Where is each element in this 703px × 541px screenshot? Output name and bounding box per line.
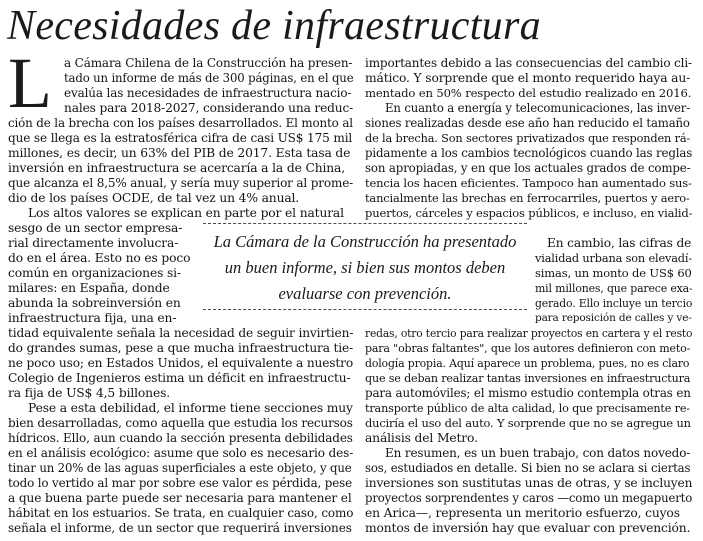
- text-line: siones realizadas desde ese año han reducido el tamaño: [365, 116, 690, 130]
- text-line: dología propia. Aquí aparece un problema, pues, no es claro: [365, 357, 690, 370]
- text-line: hábitat en los estuarios. Se trata, en cualquier caso, como: [8, 506, 353, 520]
- text-line: Los altos valores se explican en parte por el natural: [28, 206, 344, 220]
- text-line: son apropiadas, y en que los actuales grados de compe-: [365, 161, 691, 175]
- text-line: ra fija de US$ 4,5 billones.: [8, 386, 170, 400]
- article-title: Necesidades de infraestructura: [7, 3, 541, 49]
- text-line: tinar un 20% de las aguas superficiales a este objeto, y que: [8, 461, 352, 475]
- text-line: mil millones, que parece exa-: [535, 282, 692, 295]
- drop-cap: L: [8, 43, 52, 123]
- pull-quote: [203, 223, 527, 310]
- text-line: hídricos. Ello, aun cuando la sección presenta debilidades: [8, 431, 353, 445]
- text-line: evalúa las necesidades de infraestructura nacio-: [64, 86, 352, 100]
- text-line: para "obras faltantes", que los autores definieron con meto-: [365, 342, 691, 355]
- pull-quote-line: evaluarse con prevención.: [278, 284, 452, 303]
- text-line: bien desarrolladas, como aquella que estudia los recursos: [8, 416, 353, 430]
- text-line: sesgo de un sector empresa-: [8, 221, 183, 235]
- text-line: sos, estudiados en detalle. Si bien no se aclara si ciertas: [365, 461, 691, 475]
- text-line: análisis del Metro.: [365, 431, 478, 445]
- text-line: abunda la sobreinversión en: [8, 296, 181, 310]
- text-line: que se deban realizar tantas inversiones en infraestructura: [365, 372, 691, 385]
- text-line: ne poco uso; en Estados Unidos, el equivalente a nuestro: [8, 356, 353, 370]
- text-line: infraestructura fija, una en-: [8, 311, 177, 325]
- text-line: tidad equivalente señala la necesidad de seguir invirtien-: [8, 326, 353, 340]
- text-line: puertos, cárceles y espacios públicos, e incluso, en vialid-: [365, 206, 692, 220]
- text-line: mático. Y sorprende que el monto requerido haya au-: [365, 71, 691, 85]
- text-line: inversiones son sustitutas unas de otras, y se incluyen: [365, 476, 692, 490]
- pull-quote-top-rule: [203, 223, 527, 224]
- text-line: que se llega es la estratosférica cifra de casi US$ 175 mil: [8, 131, 353, 145]
- text-line: de la brecha. Son sectores privatizados que responden rá-: [365, 132, 691, 145]
- text-line: redas, otro tercio para realizar proyectos en cartera y el resto: [365, 327, 692, 340]
- text-line: señala el informe, de un sector que requerirá inversiones: [8, 521, 352, 535]
- text-line: En cambio, las cifras de: [547, 236, 692, 250]
- text-line: pidamente a los cambios tecnológicos cuando las reglas: [365, 146, 692, 160]
- text-line: do en el área. Esto no es poco: [8, 251, 191, 265]
- text-line: mentado en 50% respecto del estudio realizado en 2016.: [365, 86, 692, 100]
- text-line: tancialmente las brechas en ferrocarriles, puertos y aero-: [365, 191, 690, 205]
- text-line: tencia los hacen eficientes. Tampoco han aumentado sus-: [365, 176, 692, 190]
- pull-quote-line: La Cámara de la Construcción ha presentado: [213, 232, 517, 251]
- text-line: vialidad urbana son elevadí-: [535, 252, 692, 265]
- text-line: todo lo vertido al mar por sobre ese valor es pérdida, pese: [8, 476, 352, 490]
- text-line: nales para 2018-2027, considerando una reduc-: [64, 101, 353, 115]
- text-line: tado un informe de más de 300 páginas, en el que: [64, 71, 353, 85]
- text-line: importantes debido a las consecuencias del cambio cli-: [365, 56, 692, 70]
- text-line: a Cámara Chilena de la Construcción ha presen-: [64, 56, 353, 70]
- text-line: en Arica—, representa un meritorio esfuerzo, cuyos: [365, 506, 680, 520]
- text-line: En cuanto a energía y telecomunicaciones, las inver-: [385, 101, 691, 115]
- text-line: simas, un monto de US$ 60: [535, 266, 692, 280]
- text-line: proyectos sorprendentes y caros —como un megapuerto: [365, 491, 692, 505]
- text-line: duciría el uso del auto. Y sorprende que no se agregue un: [365, 416, 691, 430]
- pull-quote-bottom-rule: [203, 309, 527, 310]
- text-line: do grandes sumas, pese a que mucha infraestructura tie-: [8, 341, 353, 355]
- text-line: que alcanza el 8,5% anual, y sería muy superior al prome-: [8, 176, 353, 190]
- text-line: ción de la brecha con los países desarrollados. El monto al: [8, 116, 353, 130]
- text-line: común en organizaciones si-: [8, 266, 181, 280]
- text-line: para reposición de calles y ve-: [535, 312, 692, 324]
- text-line: Pese a esta debilidad, el informe tiene secciones muy: [28, 401, 353, 415]
- text-line: En resumen, es un buen trabajo, con datos novedo-: [385, 446, 691, 460]
- pull-quote-line: un buen informe, si bien sus montos deben: [224, 258, 506, 277]
- text-line: millones, es decir, un 63% del PIB de 2017. Esta tasa de: [8, 146, 351, 160]
- text-line: dio de los países OCDE, de tal vez un 4% anual.: [8, 191, 300, 205]
- text-line: para automóviles; el mismo estudio contempla otras en: [365, 386, 691, 400]
- text-line: montos de inversión hay que evaluar con prevención.: [365, 521, 691, 535]
- text-line: a que buena parte puede ser necesaria para mantener el: [8, 491, 352, 505]
- text-line: en el análisis ecológico: asume que solo es necesario des-: [8, 446, 353, 460]
- text-line: Colegio de Ingenieros estima un déficit en infraestructu-: [8, 371, 351, 385]
- text-line: rial directamente involucra-: [8, 236, 179, 250]
- text-line: milares: en España, donde: [8, 281, 170, 295]
- text-line: gerado. Ello incluye un tercio: [535, 297, 692, 310]
- text-line: inversión en infraestructura se acercaría a la de China,: [8, 161, 345, 175]
- text-line: transporte público de alta calidad, lo que precisamente re-: [365, 402, 690, 415]
